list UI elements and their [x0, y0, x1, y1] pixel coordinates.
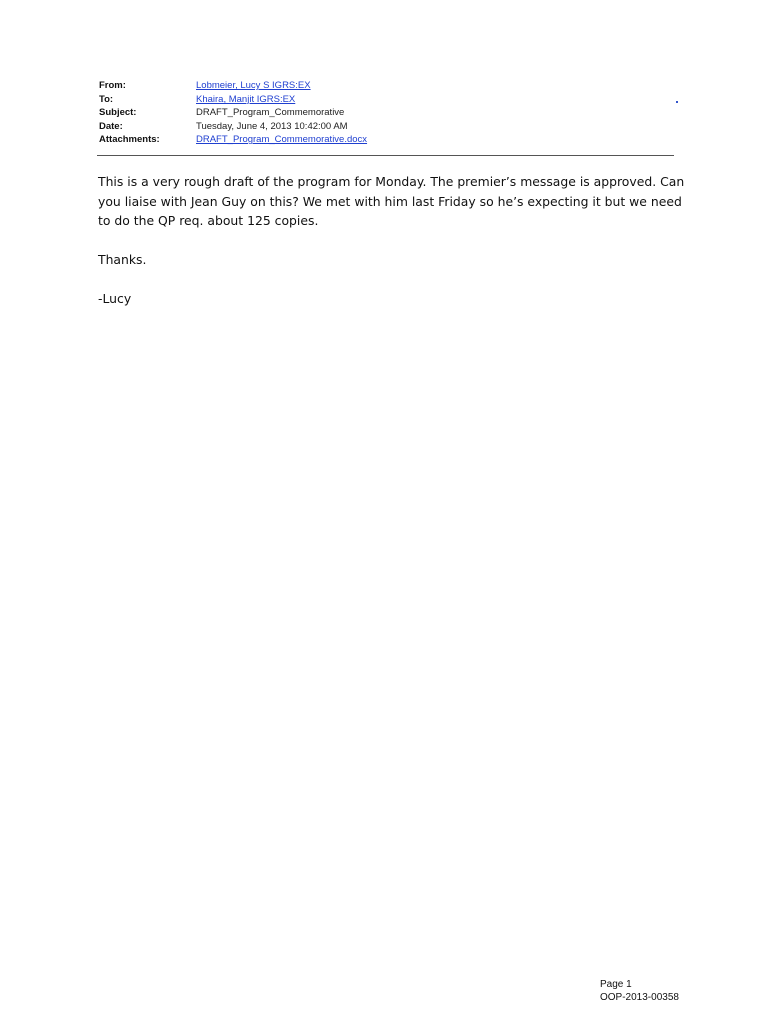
signature-line: -Lucy	[98, 291, 132, 306]
attachments-label: Attachments:	[99, 134, 160, 146]
subject-row	[99, 106, 674, 120]
attachment-link[interactable]: DRAFT_Program_Commemorative.docx	[196, 134, 368, 146]
paragraph-spacer	[98, 270, 688, 290]
subject-value: DRAFT_Program_Commemorative	[196, 107, 345, 119]
email-header	[99, 79, 674, 147]
document-number: OOP-2013-00358	[600, 992, 679, 1003]
date-row	[99, 120, 674, 134]
date-label: Date:	[99, 120, 123, 132]
header-divider	[97, 155, 674, 156]
body-paragraph: This is a very rough draft of the program for Monday. The premier’s message is approved. Can you liaise with Jean Guy on this? We met with him last Friday so he’s expecting it but we need to do the QP req. about 125 copies.	[98, 174, 685, 228]
date-value: Tuesday, June 4, 2013 10:42:00 AM	[196, 120, 348, 132]
from-label: From:	[99, 80, 126, 92]
email-body	[98, 172, 688, 309]
page-number: Page 1	[600, 979, 632, 990]
thanks-line: Thanks.	[98, 252, 147, 267]
attachments-row	[99, 133, 674, 147]
to-label: To:	[99, 93, 114, 105]
page-footer	[600, 978, 679, 1004]
paragraph-spacer	[98, 231, 688, 251]
from-row	[99, 79, 674, 93]
link-dot-mark	[676, 101, 678, 103]
to-link[interactable]: Khaira, Manjit IGRS:EX	[196, 93, 296, 105]
from-link[interactable]: Lobmeier, Lucy S IGRS:EX	[196, 80, 311, 92]
to-row	[99, 93, 674, 107]
subject-label: Subject:	[99, 107, 137, 119]
